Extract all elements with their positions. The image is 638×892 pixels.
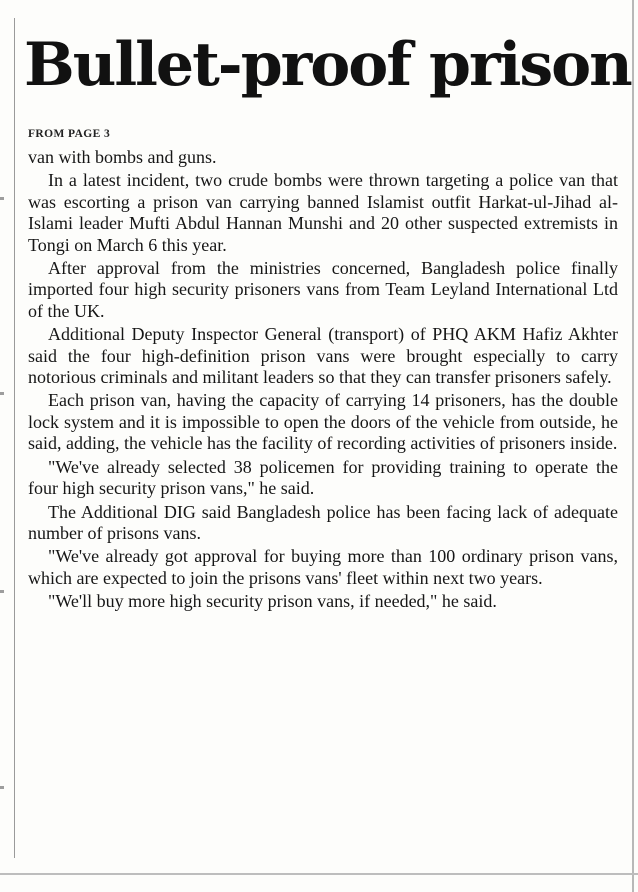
paragraph: van with bombs and guns. (28, 147, 217, 167)
margin-tick (0, 590, 4, 593)
paragraph: After approval from the ministries concerned, Bangladesh police finally imported four high security prisoners vans from Team Leyland International Ltd of the UK. (28, 258, 618, 321)
paragraph: "We've already got approval for buying more than 100 ordinary prison vans, which are expected to join the prisons vans' fleet within next two years. (28, 546, 618, 588)
column-rule-left (14, 18, 15, 858)
paragraph: Additional Deputy Inspector General (transport) of PHQ AKM Hafiz Akhter said the four high-definition prison vans were brought especially to carry notorious criminals and militant leaders so that they can transfer prisoners safely. (28, 324, 618, 388)
paragraph: Each prison van, having the capacity of carrying 14 prisoners, has the double lock system and it is impossible to open the doors of the vehicle from outside, he said, adding, the vehicle has the facility of recording activities of prisoners inside. (28, 390, 618, 454)
margin-tick (0, 197, 4, 200)
article-body (28, 147, 618, 613)
paragraph: "We'll buy more high security prison vans, if needed," he said. (48, 591, 497, 612)
paragraph: "We've already selected 38 policemen for providing training to operate the four high security prison vans," he said. (28, 456, 618, 499)
paragraph: The Additional DIG said Bangladesh police has been facing lack of adequate number of prisons vans. (28, 501, 618, 543)
margin-tick (0, 786, 4, 789)
headline: Bullet-proof prison (24, 30, 631, 100)
margin-tick (0, 392, 4, 395)
paragraph: In a latest incident, two crude bombs were thrown targeting a police van that was escorting a prison van carrying banned Islamist outfit Harkat-ul-Jihad al-Islami leader Mufti Abdul Hannan Munshi and 20 other suspected extremists in Tongi on March 6 this year. (28, 170, 618, 255)
column-rule-right (632, 0, 634, 892)
column-rule-bottom (0, 873, 638, 875)
continuation-kicker: FROM PAGE 3 (28, 128, 111, 140)
